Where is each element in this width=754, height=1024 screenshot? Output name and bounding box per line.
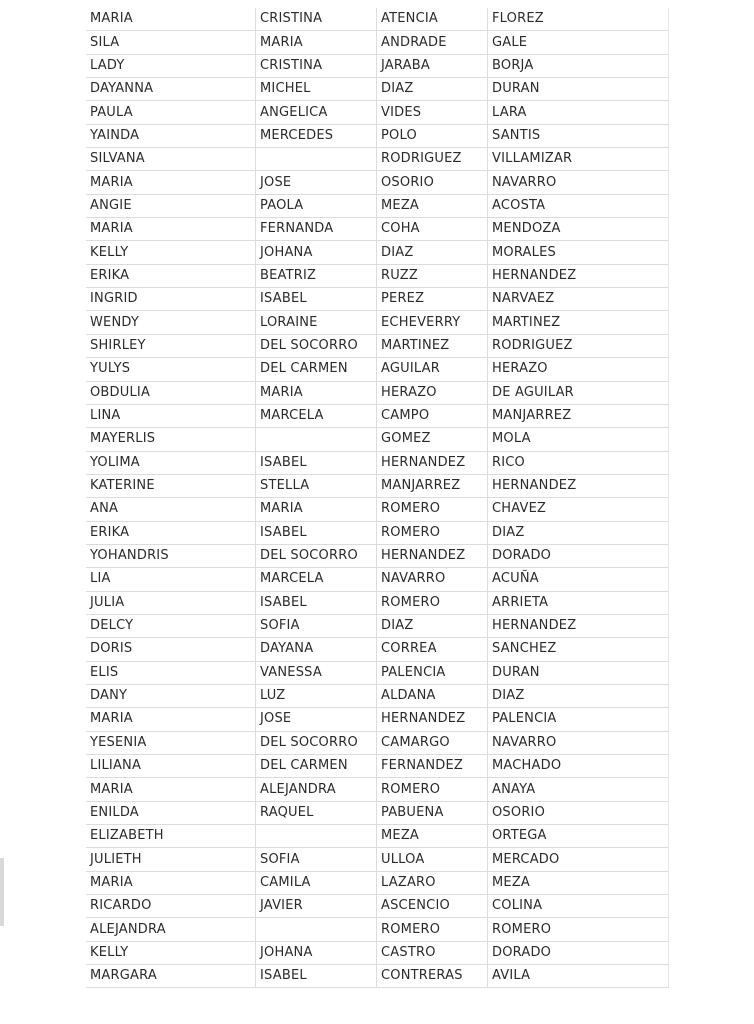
second-name-cell: FERNANDA xyxy=(256,218,377,241)
first-surname-cell: MARTINEZ xyxy=(377,334,488,357)
second-surname-cell: HERNANDEZ xyxy=(488,614,669,637)
table-row xyxy=(86,684,669,707)
first-name-cell: ANA xyxy=(86,498,256,521)
second-name-cell: JAVIER xyxy=(256,895,377,918)
second-surname-cell: VILLAMIZAR xyxy=(488,148,669,171)
second-name-cell: ANGELICA xyxy=(256,101,377,124)
first-surname-cell: AGUILAR xyxy=(377,358,488,381)
table-row xyxy=(86,171,669,194)
first-name-cell: YAINDA xyxy=(86,124,256,147)
second-name-cell: STELLA xyxy=(256,474,377,497)
table-row xyxy=(86,521,669,544)
first-name-cell: DELCY xyxy=(86,614,256,637)
table-row xyxy=(86,871,669,894)
second-surname-cell: GALE xyxy=(488,31,669,54)
second-name-cell: DEL CARMEN xyxy=(256,755,377,778)
table-row xyxy=(86,498,669,521)
table-row xyxy=(86,428,669,451)
table-row xyxy=(86,801,669,824)
first-surname-cell: ROMERO xyxy=(377,591,488,614)
second-surname-cell: ROMERO xyxy=(488,918,669,941)
second-name-cell: MARCELA xyxy=(256,404,377,427)
first-name-cell: YULYS xyxy=(86,358,256,381)
first-name-cell: ERIKA xyxy=(86,521,256,544)
second-surname-cell: ARRIETA xyxy=(488,591,669,614)
first-name-cell: YESENIA xyxy=(86,731,256,754)
first-surname-cell: OSORIO xyxy=(377,171,488,194)
table-row xyxy=(86,848,669,871)
second-name-cell: CRISTINA xyxy=(256,8,377,31)
second-surname-cell: OSORIO xyxy=(488,801,669,824)
first-surname-cell: ROMERO xyxy=(377,918,488,941)
second-surname-cell: MERCADO xyxy=(488,848,669,871)
first-surname-cell: ROMERO xyxy=(377,498,488,521)
first-surname-cell: DIAZ xyxy=(377,614,488,637)
first-surname-cell: CAMARGO xyxy=(377,731,488,754)
table-row xyxy=(86,755,669,778)
table-row xyxy=(86,451,669,474)
second-surname-cell: BORJA xyxy=(488,54,669,77)
first-name-cell: LINA xyxy=(86,404,256,427)
first-surname-cell: MEZA xyxy=(377,194,488,217)
second-name-cell: MERCEDES xyxy=(256,124,377,147)
first-surname-cell: CASTRO xyxy=(377,941,488,964)
first-name-cell: ERIKA xyxy=(86,264,256,287)
second-name-cell: DEL SOCORRO xyxy=(256,544,377,567)
first-name-cell: MARIA xyxy=(86,8,256,31)
second-name-cell: CAMILA xyxy=(256,871,377,894)
first-surname-cell: HERAZO xyxy=(377,381,488,404)
first-surname-cell: ULLOA xyxy=(377,848,488,871)
table-row xyxy=(86,638,669,661)
second-surname-cell: MOLA xyxy=(488,428,669,451)
second-surname-cell: DIAZ xyxy=(488,684,669,707)
first-surname-cell: CORREA xyxy=(377,638,488,661)
table-row xyxy=(86,474,669,497)
second-surname-cell: CHAVEZ xyxy=(488,498,669,521)
second-name-cell: MARIA xyxy=(256,31,377,54)
second-name-cell: ISABEL xyxy=(256,591,377,614)
second-surname-cell: MANJARREZ xyxy=(488,404,669,427)
second-surname-cell: NAVARRO xyxy=(488,731,669,754)
first-surname-cell: ROMERO xyxy=(377,778,488,801)
second-name-cell: MARCELA xyxy=(256,568,377,591)
first-name-cell: DORIS xyxy=(86,638,256,661)
first-name-cell: MARIA xyxy=(86,778,256,801)
first-surname-cell: DIAZ xyxy=(377,78,488,101)
second-surname-cell: DE AGUILAR xyxy=(488,381,669,404)
table-row xyxy=(86,381,669,404)
first-name-cell: INGRID xyxy=(86,288,256,311)
first-surname-cell: FERNANDEZ xyxy=(377,755,488,778)
table-row xyxy=(86,288,669,311)
second-name-cell: SOFIA xyxy=(256,848,377,871)
second-name-cell xyxy=(256,428,377,451)
first-name-cell: SHIRLEY xyxy=(86,334,256,357)
names-table xyxy=(86,8,669,988)
names-table-body xyxy=(86,8,669,988)
first-name-cell: DAYANNA xyxy=(86,78,256,101)
second-surname-cell: MEZA xyxy=(488,871,669,894)
first-surname-cell: PABUENA xyxy=(377,801,488,824)
first-name-cell: ENILDA xyxy=(86,801,256,824)
first-surname-cell: GOMEZ xyxy=(377,428,488,451)
second-surname-cell: AVILA xyxy=(488,965,669,988)
first-name-cell: MARIA xyxy=(86,171,256,194)
second-surname-cell: COLINA xyxy=(488,895,669,918)
second-surname-cell: DORADO xyxy=(488,941,669,964)
first-name-cell: LIA xyxy=(86,568,256,591)
second-name-cell: JOHANA xyxy=(256,241,377,264)
table-row xyxy=(86,965,669,988)
first-surname-cell: PALENCIA xyxy=(377,661,488,684)
second-surname-cell: DORADO xyxy=(488,544,669,567)
second-name-cell: RAQUEL xyxy=(256,801,377,824)
second-name-cell: LUZ xyxy=(256,684,377,707)
first-surname-cell: MEZA xyxy=(377,825,488,848)
table-row xyxy=(86,614,669,637)
first-surname-cell: DIAZ xyxy=(377,241,488,264)
second-surname-cell: MARTINEZ xyxy=(488,311,669,334)
table-row xyxy=(86,544,669,567)
first-name-cell: DANY xyxy=(86,684,256,707)
first-surname-cell: PEREZ xyxy=(377,288,488,311)
first-name-cell: ELIZABETH xyxy=(86,825,256,848)
table-row xyxy=(86,54,669,77)
table-row xyxy=(86,591,669,614)
second-surname-cell: ACUÑA xyxy=(488,568,669,591)
first-surname-cell: HERNANDEZ xyxy=(377,708,488,731)
second-surname-cell: HERNANDEZ xyxy=(488,474,669,497)
table-row xyxy=(86,78,669,101)
first-surname-cell: HERNANDEZ xyxy=(377,544,488,567)
first-name-cell: KATERINE xyxy=(86,474,256,497)
first-surname-cell: MANJARREZ xyxy=(377,474,488,497)
second-surname-cell: ACOSTA xyxy=(488,194,669,217)
first-name-cell: WENDY xyxy=(86,311,256,334)
second-name-cell: DEL CARMEN xyxy=(256,358,377,381)
second-name-cell xyxy=(256,918,377,941)
table-row xyxy=(86,358,669,381)
second-name-cell: MARIA xyxy=(256,498,377,521)
first-name-cell: SILVANA xyxy=(86,148,256,171)
first-surname-cell: RODRIGUEZ xyxy=(377,148,488,171)
first-name-cell: PAULA xyxy=(86,101,256,124)
second-surname-cell: SANCHEZ xyxy=(488,638,669,661)
first-surname-cell: ECHEVERRY xyxy=(377,311,488,334)
second-name-cell: MARIA xyxy=(256,381,377,404)
first-name-cell: LILIANA xyxy=(86,755,256,778)
first-surname-cell: CAMPO xyxy=(377,404,488,427)
second-name-cell: LORAINE xyxy=(256,311,377,334)
second-surname-cell: DURAN xyxy=(488,78,669,101)
first-name-cell: KELLY xyxy=(86,941,256,964)
first-name-cell: MARGARA xyxy=(86,965,256,988)
first-surname-cell: ASCENCIO xyxy=(377,895,488,918)
first-surname-cell: NAVARRO xyxy=(377,568,488,591)
second-surname-cell: DIAZ xyxy=(488,521,669,544)
first-name-cell: MARIA xyxy=(86,871,256,894)
table-row xyxy=(86,218,669,241)
table-row xyxy=(86,101,669,124)
second-name-cell: BEATRIZ xyxy=(256,264,377,287)
first-name-cell: JULIETH xyxy=(86,848,256,871)
second-name-cell: CRISTINA xyxy=(256,54,377,77)
first-name-cell: ANGIE xyxy=(86,194,256,217)
second-surname-cell: ANAYA xyxy=(488,778,669,801)
table-row xyxy=(86,731,669,754)
first-name-cell: RICARDO xyxy=(86,895,256,918)
table-row xyxy=(86,241,669,264)
first-surname-cell: JARABA xyxy=(377,54,488,77)
second-surname-cell: HERAZO xyxy=(488,358,669,381)
table-row xyxy=(86,941,669,964)
first-surname-cell: HERNANDEZ xyxy=(377,451,488,474)
table-row xyxy=(86,918,669,941)
first-name-cell: ELIS xyxy=(86,661,256,684)
table-row xyxy=(86,825,669,848)
second-surname-cell: PALENCIA xyxy=(488,708,669,731)
first-name-cell: OBDULIA xyxy=(86,381,256,404)
table-row xyxy=(86,778,669,801)
first-name-cell: MARIA xyxy=(86,708,256,731)
first-name-cell: MARIA xyxy=(86,218,256,241)
first-surname-cell: RUZZ xyxy=(377,264,488,287)
second-surname-cell: RICO xyxy=(488,451,669,474)
second-name-cell: DEL SOCORRO xyxy=(256,334,377,357)
second-name-cell: JOHANA xyxy=(256,941,377,964)
first-surname-cell: POLO xyxy=(377,124,488,147)
table-row xyxy=(86,568,669,591)
second-name-cell: DAYANA xyxy=(256,638,377,661)
table-row xyxy=(86,124,669,147)
page-edge-shadow xyxy=(0,858,4,926)
second-name-cell: JOSE xyxy=(256,171,377,194)
first-surname-cell: ROMERO xyxy=(377,521,488,544)
first-surname-cell: ALDANA xyxy=(377,684,488,707)
second-name-cell: DEL SOCORRO xyxy=(256,731,377,754)
first-name-cell: MAYERLIS xyxy=(86,428,256,451)
second-name-cell: JOSE xyxy=(256,708,377,731)
table-row xyxy=(86,661,669,684)
second-name-cell: ISABEL xyxy=(256,965,377,988)
second-name-cell: MICHEL xyxy=(256,78,377,101)
second-surname-cell: DURAN xyxy=(488,661,669,684)
table-row xyxy=(86,148,669,171)
table-row xyxy=(86,708,669,731)
second-name-cell: ISABEL xyxy=(256,521,377,544)
second-name-cell: VANESSA xyxy=(256,661,377,684)
second-name-cell: ALEJANDRA xyxy=(256,778,377,801)
first-name-cell: LADY xyxy=(86,54,256,77)
second-surname-cell: MORALES xyxy=(488,241,669,264)
table-row xyxy=(86,311,669,334)
second-surname-cell: SANTIS xyxy=(488,124,669,147)
table-row xyxy=(86,404,669,427)
table-row xyxy=(86,31,669,54)
first-name-cell: KELLY xyxy=(86,241,256,264)
second-name-cell xyxy=(256,148,377,171)
second-name-cell: ISABEL xyxy=(256,288,377,311)
second-surname-cell: LARA xyxy=(488,101,669,124)
table-row xyxy=(86,8,669,31)
first-name-cell: JULIA xyxy=(86,591,256,614)
table-row xyxy=(86,194,669,217)
second-surname-cell: NARVAEZ xyxy=(488,288,669,311)
first-surname-cell: ANDRADE xyxy=(377,31,488,54)
second-surname-cell: MENDOZA xyxy=(488,218,669,241)
second-surname-cell: MACHADO xyxy=(488,755,669,778)
first-surname-cell: COHA xyxy=(377,218,488,241)
first-surname-cell: LAZARO xyxy=(377,871,488,894)
second-name-cell: PAOLA xyxy=(256,194,377,217)
first-name-cell: YOLIMA xyxy=(86,451,256,474)
first-name-cell: ALEJANDRA xyxy=(86,918,256,941)
table-row xyxy=(86,334,669,357)
second-name-cell xyxy=(256,825,377,848)
table-row xyxy=(86,895,669,918)
second-surname-cell: HERNANDEZ xyxy=(488,264,669,287)
first-name-cell: YOHANDRIS xyxy=(86,544,256,567)
second-name-cell: SOFIA xyxy=(256,614,377,637)
table-row xyxy=(86,264,669,287)
second-surname-cell: RODRIGUEZ xyxy=(488,334,669,357)
first-surname-cell: VIDES xyxy=(377,101,488,124)
second-surname-cell: NAVARRO xyxy=(488,171,669,194)
second-name-cell: ISABEL xyxy=(256,451,377,474)
first-name-cell: SILA xyxy=(86,31,256,54)
first-surname-cell: ATENCIA xyxy=(377,8,488,31)
second-surname-cell: ORTEGA xyxy=(488,825,669,848)
second-surname-cell: FLOREZ xyxy=(488,8,669,31)
first-surname-cell: CONTRERAS xyxy=(377,965,488,988)
